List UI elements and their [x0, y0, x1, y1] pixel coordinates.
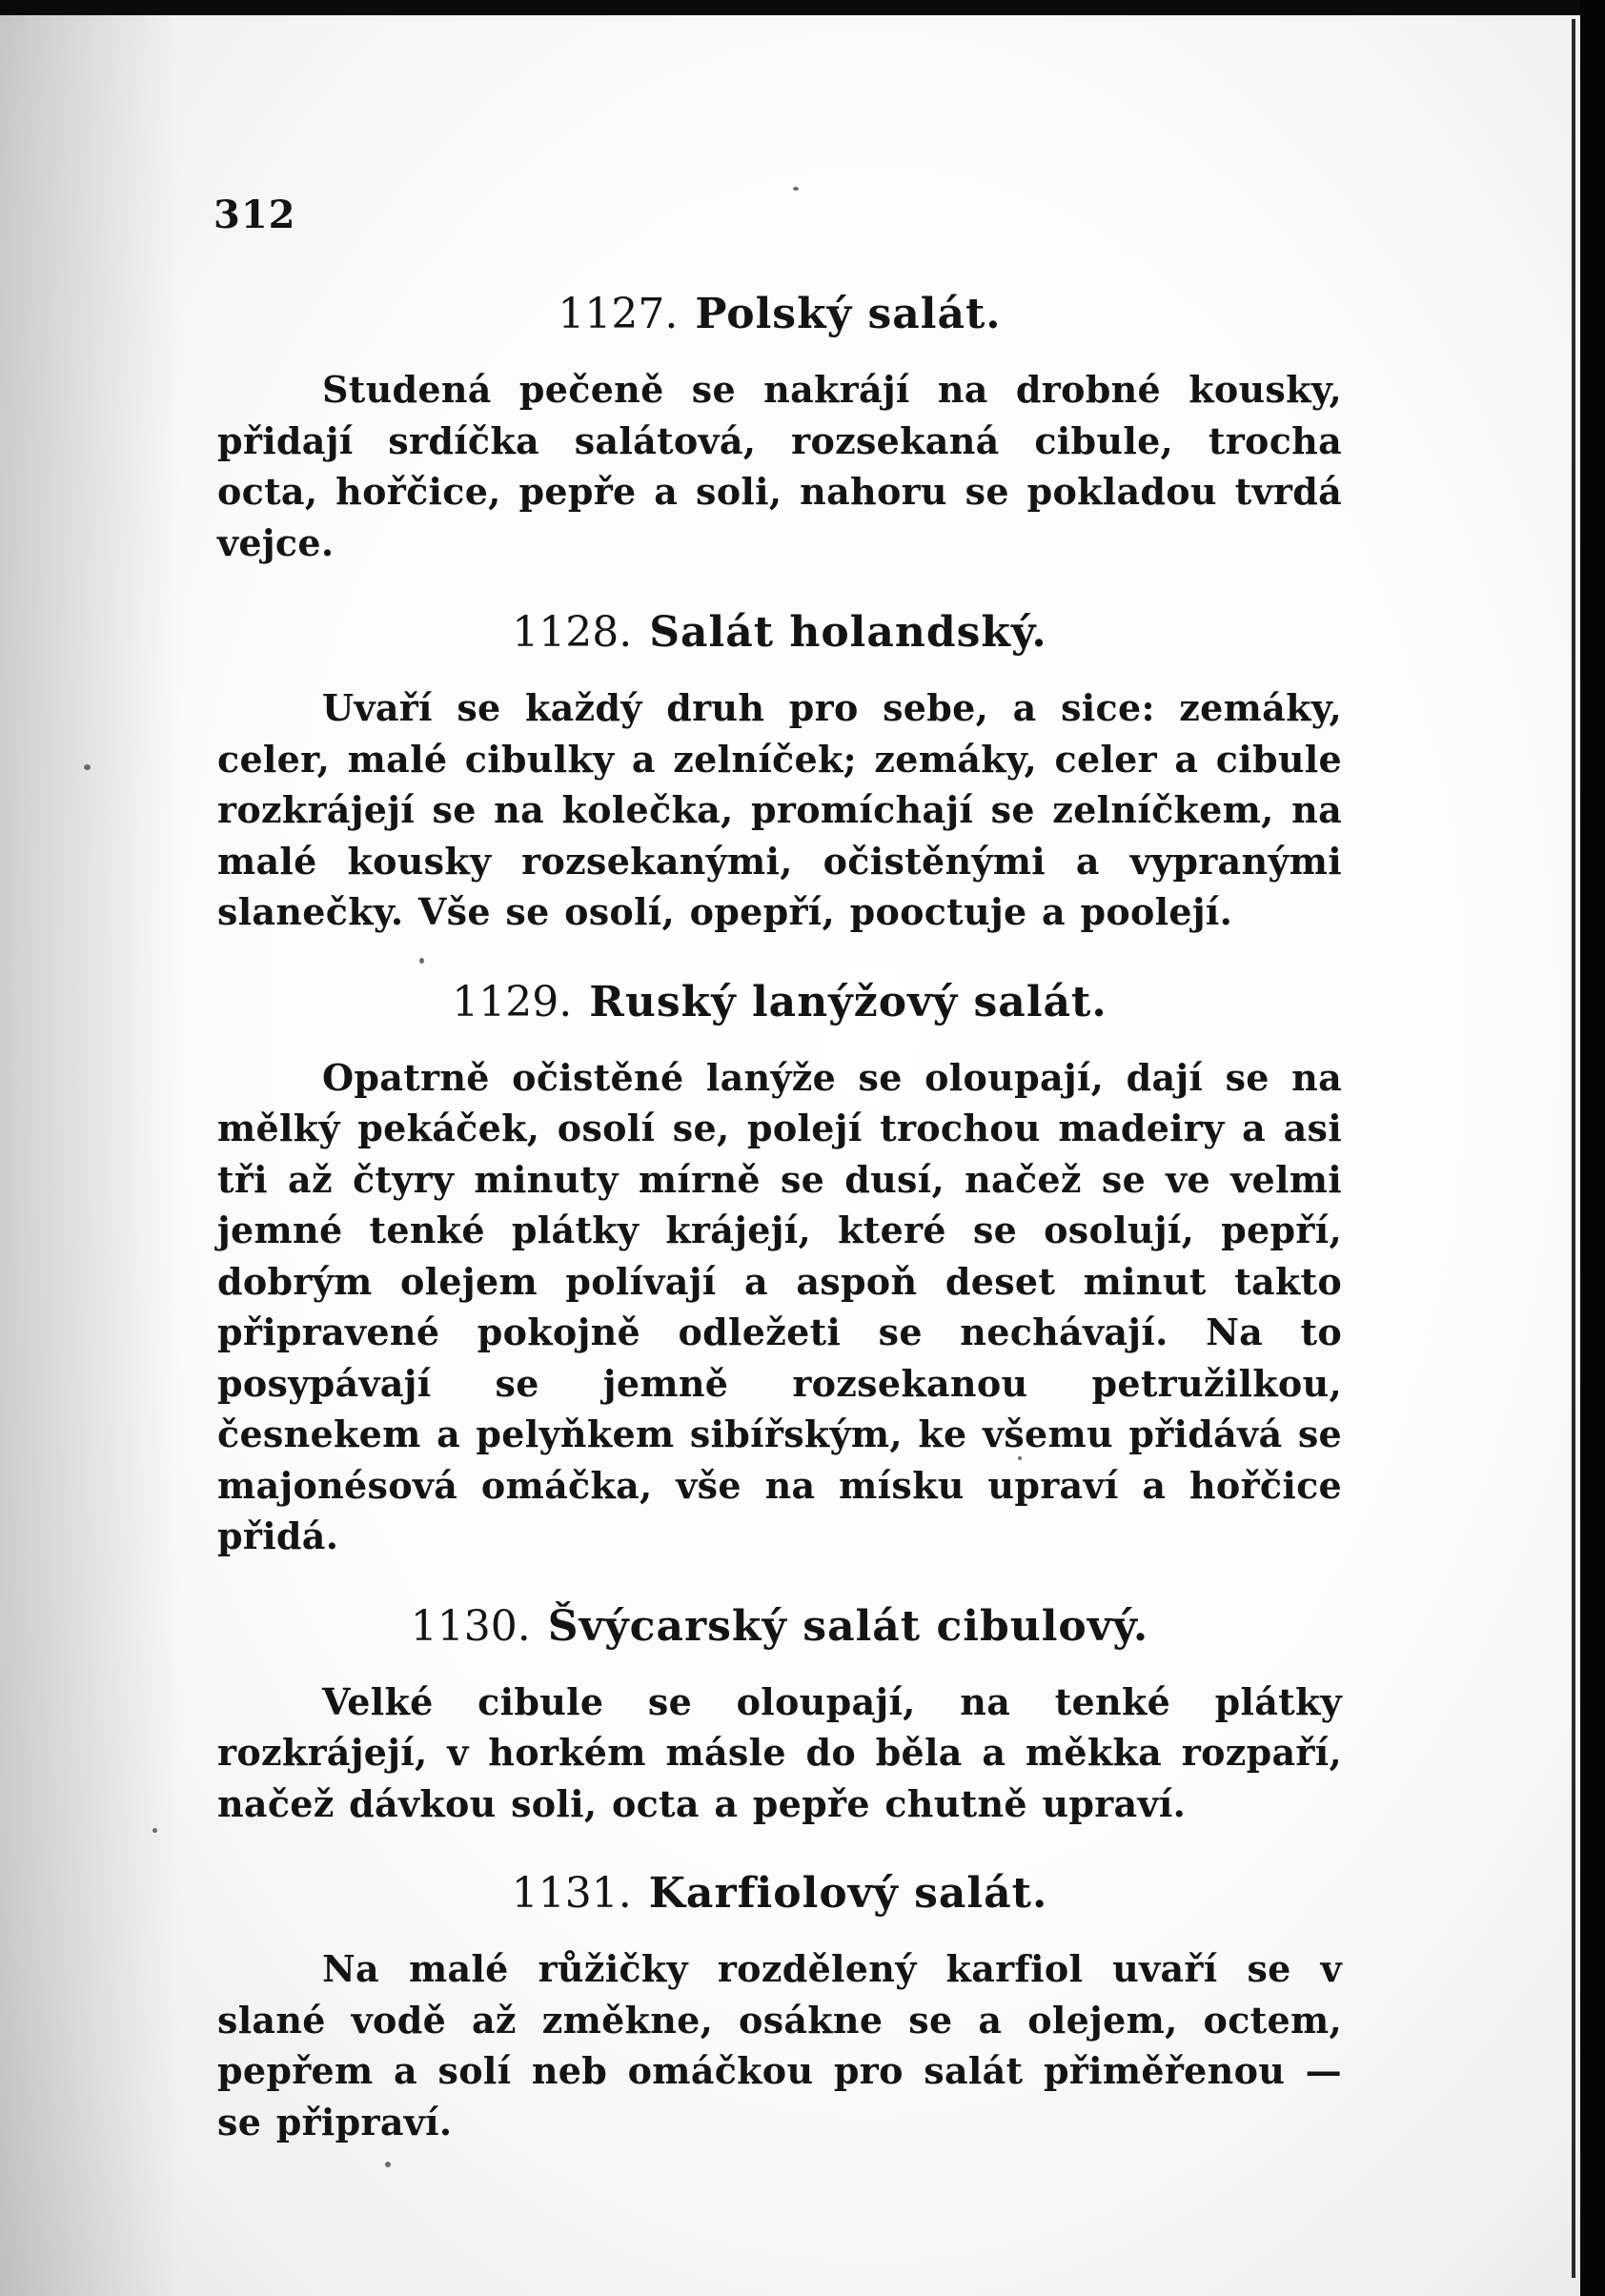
- recipe-text: Na malé růžičky rozdělený karfiol uvaří se v slané vodě až změkne, osákne se a olejem, octem, pepřem a solí neb omáčkou pro salát přiměřenou — se připraví.: [217, 1947, 1342, 2144]
- recipe-heading: [217, 286, 1342, 343]
- recipe-list: [217, 286, 1342, 2184]
- recipe-text: Velké cibule se oloupají, na tenké plátky rozkrájejí, v horkém másle do běla a měkka rozpaří, načež dávkou soli, octa a pepře chutně upraví.: [217, 1679, 1342, 1825]
- recipe-number: 1128.: [512, 608, 633, 657]
- recipe-title: Karfiolový salát.: [648, 1869, 1048, 1918]
- recipe-number: 1131.: [511, 1869, 632, 1918]
- scan-speck: [84, 764, 91, 770]
- scan-binding-shade: [0, 0, 181, 2296]
- page-number: 312: [213, 193, 296, 237]
- recipe-text: Studená pečeně se nakrájí na drobné kousky, přidají srdíčka salátová, rozsekaná cibule, trocha octa, hořčice, pepře a soli, nahoru se pokladou tvrdá vejce.: [217, 368, 1342, 564]
- recipe-text: Opatrně očistěné lanýže se oloupají, dají se na mělký pekáček, osolí se, polejí trochou madeiry a asi tři až čtyry minuty mírně se dusí, načež se ve velmi jemné tenké plátky krájejí, které se osolují, pepří, dobrým olejem polívají a aspoň deset minut takto připravené pokojně odležeti se nechávají. Na to posypávají se jemně rozsekanou petružilkou, česnekem a pelyňkem sibířským, ke všemu přidává se majonésová omáčka, vše na mísku upraví a hořčice přidá.: [217, 1055, 1342, 1557]
- recipe-1127: [217, 286, 1342, 568]
- recipe-title: Ruský lanýžový salát.: [589, 977, 1107, 1026]
- recipe-heading: [217, 974, 1342, 1031]
- recipe-1129: [217, 974, 1342, 1562]
- recipe-title: Švýcarský salát cibulový.: [547, 1601, 1149, 1651]
- recipe-heading: [217, 1865, 1342, 1922]
- scan-top-shadow: [0, 0, 1580, 15]
- recipe-heading: [217, 1598, 1342, 1656]
- recipe-number: 1129.: [452, 977, 573, 1026]
- scan-speck: [793, 187, 799, 191]
- recipe-number: 1127.: [558, 290, 679, 338]
- scan-right-edge: [1580, 0, 1605, 2296]
- recipe-1128: [217, 604, 1342, 938]
- scan-speck: [152, 1828, 157, 1833]
- recipe-1131: [217, 1865, 1342, 2147]
- recipe-1130: [217, 1598, 1342, 1830]
- recipe-title: Salát holandský.: [649, 608, 1047, 657]
- recipe-heading: [217, 604, 1342, 661]
- recipe-title: Polský salát.: [695, 290, 1002, 338]
- scan-right-rule: [1572, 19, 1575, 2278]
- recipe-number: 1130.: [410, 1601, 531, 1651]
- recipe-text: Uvaří se každý druh pro sebe, a sice: zemáky, celer, malé cibulky a zelníček; zemáky, celer a cibule rozkrájejí se na kolečka, promíchají se zelníčkem, na malé kousky rozsekanými, očistěnými a vypranými slanečky. Vše se osolí, opepří, pooctuje a poolejí.: [217, 686, 1342, 933]
